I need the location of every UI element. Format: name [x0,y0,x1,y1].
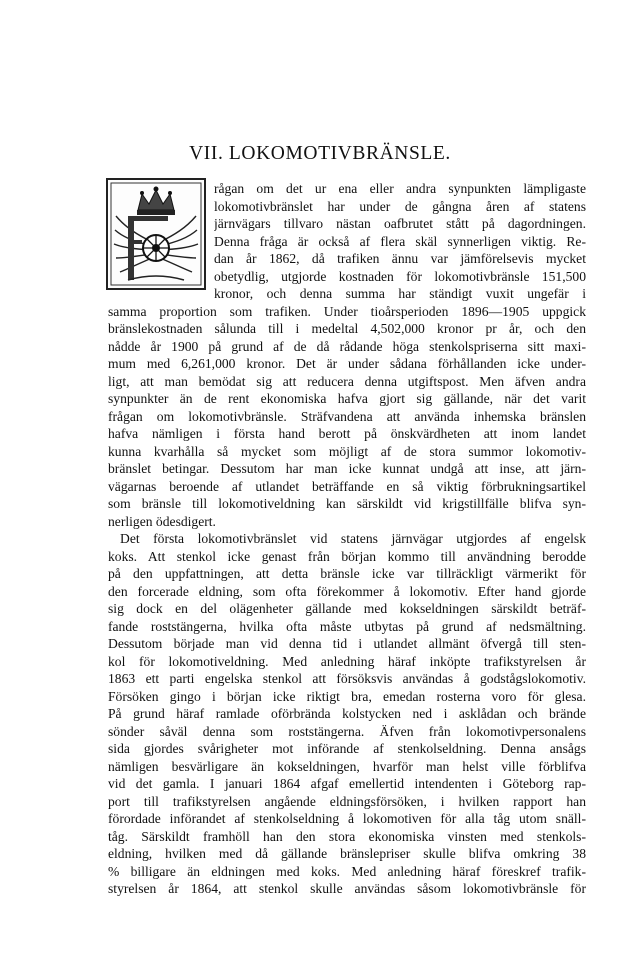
text-line: frågan om lokomotivbränsle. Sträfvandena att använda inhemska bränslen [108,408,586,424]
text-line: kronor, och denna summa har ständigt vuxit ungefär i [214,286,586,301]
text-line: sig dock en del olägenheter gällande med kokseldningen särskildt beträf- [108,601,586,616]
paragraph-start-line: Det första lokomotivbränslet vid statens järnvägar utgjordes af engelsk [120,531,586,546]
text-line: som bränsle till lokomotiveldning kan särskildt vid krigstillfälle blifva syn- [108,496,586,511]
text-line: mum med 6,261,000 kronor. Det är under sådana förhållanden icke under- [108,356,586,371]
text-line: koks. Att stenkol icke genast från början kommo till användning berodde [108,548,586,564]
text-line: eldning, hvilken med då gällande bränslepriser skulle blifva omkring 38 [108,846,586,861]
text-line: vägarnas beroende af utlandet beträffande en så viktig förbrukningsartikel [108,478,586,494]
text-line: styrelsen år 1864, att stenkol skulle användas såsom lokomotivbränsle för [108,881,586,896]
ornamental-drop-cap [106,178,206,290]
text-line: nådde år 1900 på grund af de då rådande höga stenkolspriserna sitt maxi- [108,338,586,354]
text-line: kol för lokomotiveldning. Med anledning häraf inköpte trafikstyrelsen år [108,653,586,669]
text-line: % billigare än eldningen med koks. Med anledning häraf föreskref trafik- [108,863,586,879]
text-line: på den uppfattningen, att detta bränsle icke var tillräckligt värmerikt för [108,566,586,581]
text-line: På grund häraf ramlade oförbrända kolstycken ned i asklådan och brände [108,706,586,721]
crowned-winged-wheel-ornament-icon [108,180,204,288]
text-line: Denna fråga är också af flera skäl synnerligen viktig. Re- [214,233,586,249]
text-line: fande roststängerna, hvilka ofta måste utbytas på grund af nedsmältning. [108,618,586,634]
text-line: 1863 ett parti engelska stenkol att försöksvis användas å godstågslokomotiv. [108,671,586,686]
crown-icon [137,187,175,216]
text-line: vid det gamla. I januari 1864 afgaf emellertid intendenten i Göteborg rap- [108,776,586,791]
chapter-title: VII. LOKOMOTIVBRÄNSLE. [189,143,451,164]
text-line: rågan om det ur ena eller andra synpunkten lämpligaste [214,181,586,196]
text-line: hafva nämligen i första hand berott på önskvärdheten att inom landet [108,426,586,441]
text-line: den forcerade eldning, som ofta förekommer å lokomotiv. Efter hand gjorde [108,583,586,599]
text-line: samma proportion som trafiken. Under tioårsperioden 1896—1905 uppgick [108,303,586,319]
text-line: dan år 1862, då trafiken ännu var jämförelsevis mycket [214,251,586,266]
text-line: förordade införandet af stenkolseldning å lokomotiven för alla tåg utom snäll- [108,811,586,826]
text-line: synpunkter än de rent ekonomiska hafva gjort sig gällande, när det varit [108,391,586,406]
text-line: lokomotivbränslet har under de gångna åren af statens [214,198,586,214]
text-line: Försöken gingo i början icke riktigt bra, emedan rosterna voro för glesa. [108,688,586,704]
text-line: sönder såväl denna som roststängerna. Äfven från lokomotivpersonalens [108,723,586,739]
text-line: kunna kvarhålla så mycket som möjligt af de stora summor lokomotiv- [108,443,586,459]
text-line: ligt, att man bemödat sig att reducera denna utgiftspost. Men äfven andra [108,373,586,389]
wheel-icon [143,235,169,261]
text-line: Dessutom började man vid denna tid i utlandet allmänt öfvergå till sten- [108,636,586,651]
text-line: järnvägars tillvaro nästan oafbrutet stått på dagordningen. [214,216,586,231]
text-line: obetydlig, utgjorde kostnaden för lokomotivbränsle 151,500 [214,268,586,284]
text-line: tåg. Särskildt framhöll han den stora ekonomiska vinsten med stenkols- [108,828,586,844]
text-line: nämligen besvärligare än kokseldningen, hvarför man helst ville förblifva [108,758,586,774]
text-line: nerligen ödesdigert. [108,513,216,529]
text-line: port till trafikstyrelsen angående eldningsförsöken, i hvilken rapport han [108,793,586,809]
text-line: bränslet betingar. Dessutom har man icke kunnat undgå att inse, att järn- [108,461,586,476]
text-line: sida gjordes svårigheter mot införande af stenkolseldning. Denna ansågs [108,741,586,756]
text-line: bränslekostnaden sålunda till i medeltal 4,502,000 kronor pr år, och den [108,321,586,336]
